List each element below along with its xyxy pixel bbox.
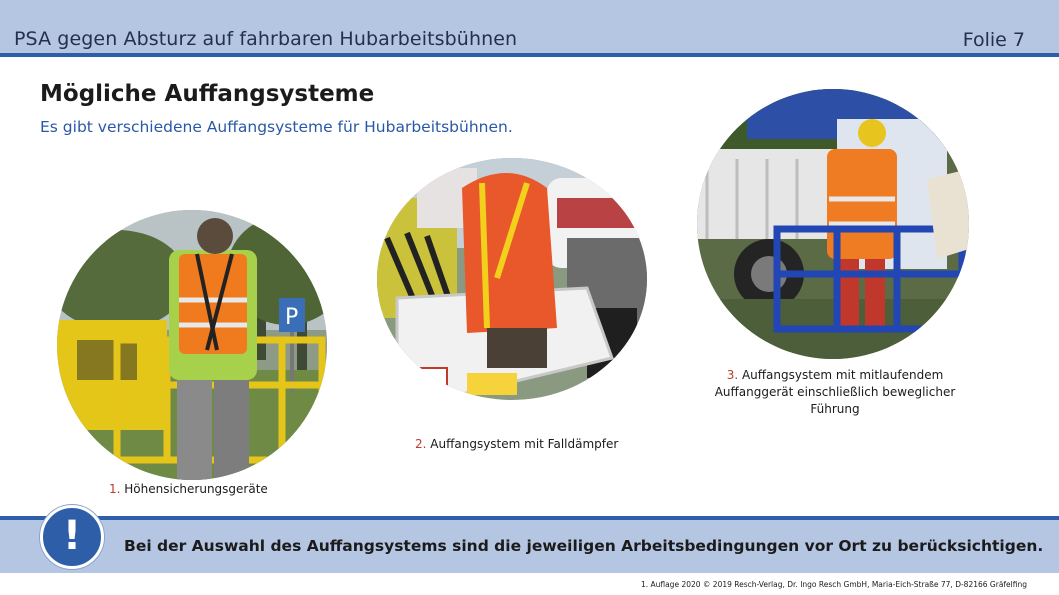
photo-auffangsystem-falldaempfer [377,158,647,400]
photo-auffangsystem-mitlaufend [697,89,969,359]
caption-2-number: 2. [415,437,427,451]
presentation-title: PSA gegen Absturz auf fahrbaren Hubarbeitsbühnen [14,28,518,50]
caption-2 [415,436,618,453]
intro-text: Es gibt verschiedene Auffangsysteme für Hubarbeitsbühnen. [40,118,513,136]
notice-divider [0,516,1059,520]
notice-text: Bei der Auswahl des Auffangsystems sind die jeweiligen Arbeitsbedingungen vor Ort zu berücksichtigen. [124,537,1044,555]
exclamation-icon [40,505,104,569]
footer-copyright: 1. Auflage 2020 © 2019 Resch-Verlag, Dr. Ingo Resch GmbH, Maria-Eich-Straße 77, D-82166 Gräfelfing [640,580,1027,589]
header-divider [0,53,1059,57]
exclamation-glyph: ! [62,513,82,559]
caption-2-text: Auffangsystem mit Falldämpfer [430,437,619,451]
caption-1 [109,481,268,498]
caption-1-number: 1. [109,482,121,496]
caption-3-text: Auffangsystem mit mitlaufendem Auffanggerät einschließlich beweglicher Führung [714,368,956,416]
caption-3 [712,367,958,418]
slide-number: Folie 7 [962,29,1025,51]
svg-text:P: P [285,305,299,330]
photo-hoehensicherungsgeraete [57,210,327,480]
caption-1-text: Höhensicherungsgeräte [124,482,268,496]
slide-title: Mögliche Auffangsysteme [40,81,375,107]
caption-3-number: 3. [726,368,739,382]
